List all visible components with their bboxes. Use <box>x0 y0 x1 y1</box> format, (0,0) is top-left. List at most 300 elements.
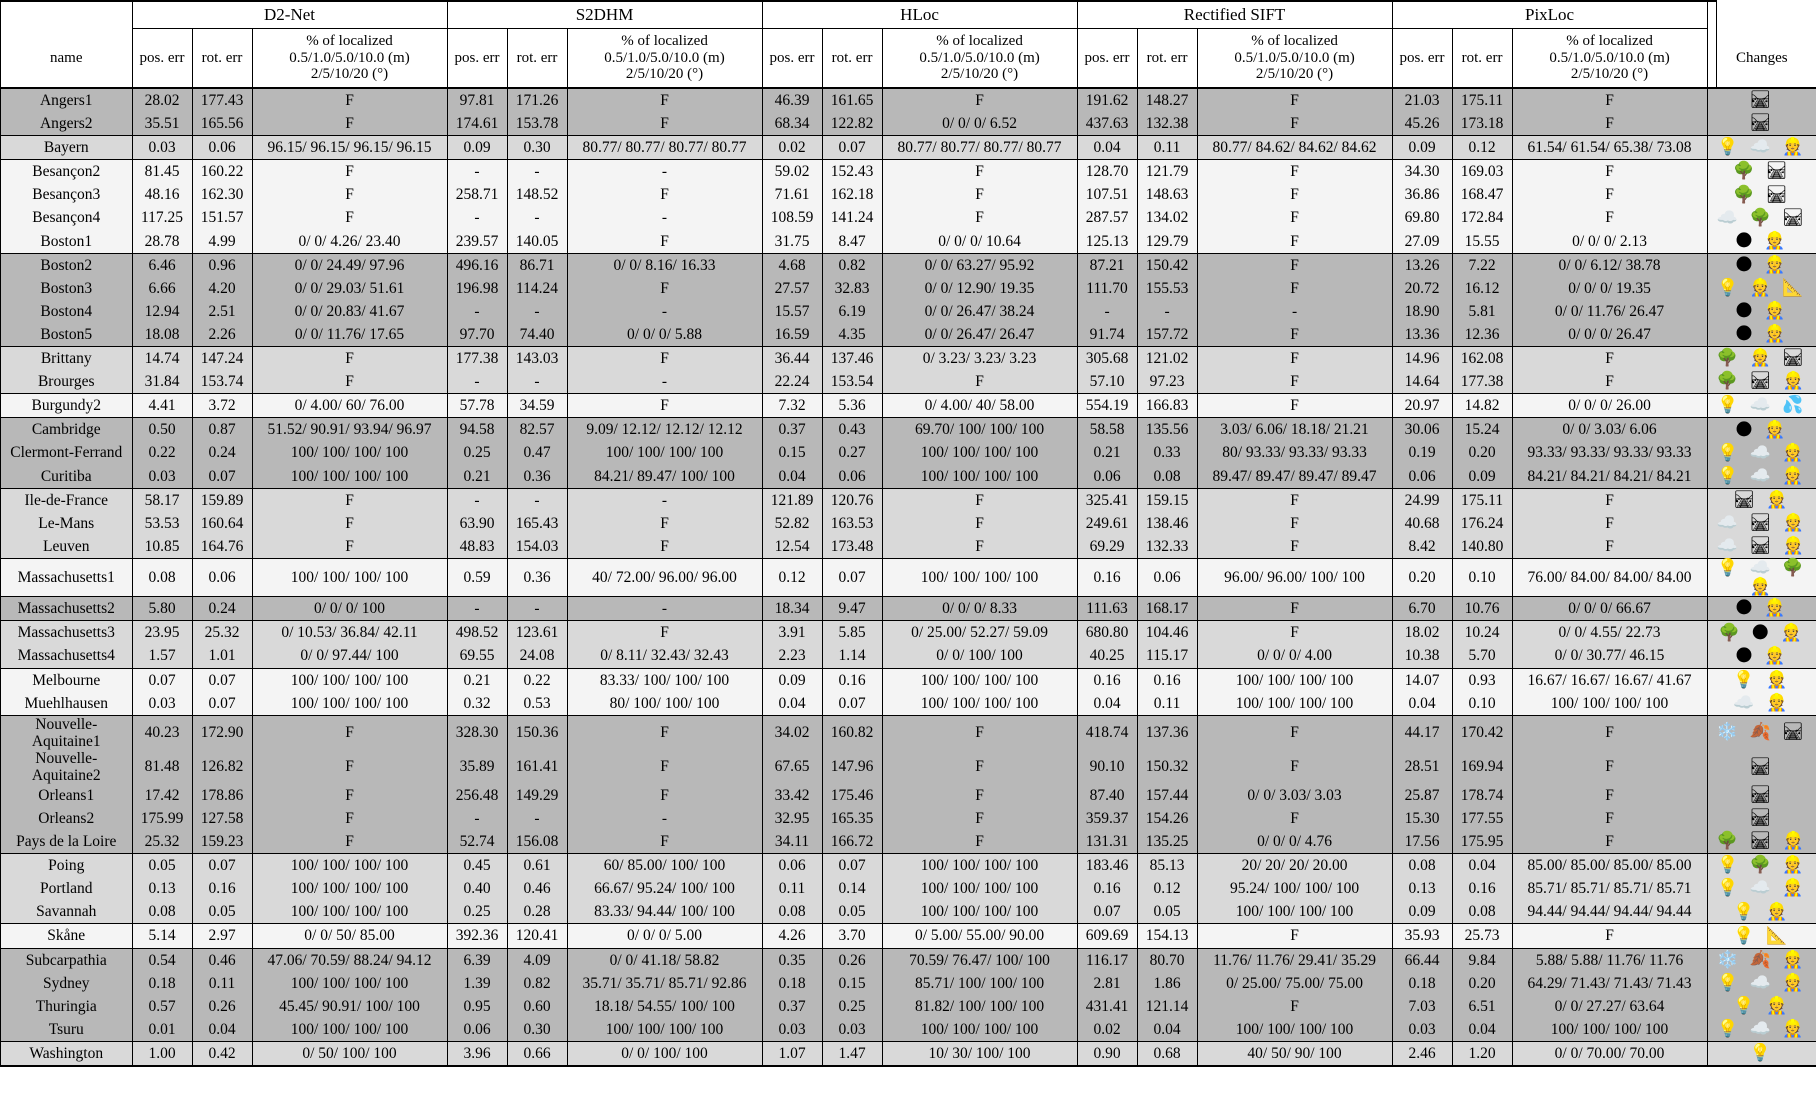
cell-changes: ❄️ 🍂 🛤 <box>1707 715 1816 750</box>
table-row <box>1 535 1816 559</box>
cell-changes: 🌑 👷 <box>1707 230 1816 254</box>
cell-s2-pct: F <box>567 230 762 254</box>
cell-changes: 💡 👷 <box>1707 900 1816 924</box>
cell-changes: ☁️ 🌳 🛤 <box>1707 206 1816 229</box>
cell-s2-rot: - <box>507 488 567 512</box>
cell-rs-pos: 0.07 <box>1077 900 1137 924</box>
cell-s2-rot: 154.03 <box>507 535 567 559</box>
cell-rs-pos: 87.21 <box>1077 253 1137 277</box>
cell-d2-rot: 3.72 <box>192 394 252 418</box>
cell-d2-pct: 96.15/ 96.15/ 96.15/ 96.15 <box>252 136 447 160</box>
cell-px-pos: 0.18 <box>1392 972 1452 995</box>
cell-px-pct: 94.44/ 94.44/ 94.44/ 94.44 <box>1512 900 1707 924</box>
cell-d2-rot: 126.82 <box>192 750 252 784</box>
cell-px-rot: 173.18 <box>1452 112 1512 136</box>
cell-d2-rot: 0.87 <box>192 418 252 442</box>
cell-hl-pos: 52.82 <box>762 512 822 535</box>
cell-s2-pos: 0.59 <box>447 558 507 596</box>
cell-d2-pos: 4.41 <box>132 394 192 418</box>
cell-s2-pct: F <box>567 621 762 645</box>
cell-s2-pct: 83.33/ 94.44/ 100/ 100 <box>567 900 762 924</box>
cell-hl-rot: 3.70 <box>822 924 882 948</box>
column-header-pixloc-pos-err: pos. err <box>1392 29 1452 89</box>
cell-d2-pct: 100/ 100/ 100/ 100 <box>252 465 447 489</box>
cell-px-pos: 0.08 <box>1392 854 1452 878</box>
cell-hl-pos: 27.57 <box>762 277 822 300</box>
cell-hl-pct: F <box>882 830 1077 854</box>
cell-s2-rot: 0.82 <box>507 972 567 995</box>
cell-rs-pos: 128.70 <box>1077 160 1137 184</box>
column-header-rsift-localized <box>1197 29 1392 89</box>
cell-changes: 💡 👷 📐 <box>1707 277 1816 300</box>
cell-rs-pct: F <box>1197 370 1392 394</box>
cell-hl-rot: 0.07 <box>822 558 882 596</box>
cell-rs-pct: 0/ 0/ 0/ 4.76 <box>1197 830 1392 854</box>
cell-hl-rot: 122.82 <box>822 112 882 136</box>
cell-hl-pos: 1.07 <box>762 1041 822 1066</box>
cell-rs-pos: 116.17 <box>1077 948 1137 972</box>
cell-s2-pos: - <box>447 206 507 229</box>
cell-s2-pct: 0/ 0/ 8.16/ 16.33 <box>567 253 762 277</box>
cell-px-rot: 5.81 <box>1452 300 1512 323</box>
cell-px-pct: F <box>1512 535 1707 559</box>
table-row <box>1 1018 1816 1042</box>
localized-line-2: 0.5/1.0/5.0/10.0 (m) <box>604 49 725 66</box>
cell-hl-rot: 0.06 <box>822 465 882 489</box>
cell-px-pct: 100/ 100/ 100/ 100 <box>1512 692 1707 716</box>
cell-hl-rot: 160.82 <box>822 715 882 750</box>
cell-d2-pct: 100/ 100/ 100/ 100 <box>252 441 447 464</box>
cell-hl-rot: 161.65 <box>822 88 882 112</box>
cell-s2-pos: - <box>447 160 507 184</box>
cell-s2-rot: 0.61 <box>507 854 567 878</box>
cell-rs-rot: 137.36 <box>1137 715 1197 750</box>
cell-d2-rot: 2.97 <box>192 924 252 948</box>
cell-hl-pct: 0/ 0/ 12.90/ 19.35 <box>882 277 1077 300</box>
cell-rs-pct: 11.76/ 11.76/ 29.41/ 35.29 <box>1197 948 1392 972</box>
cell-scene-name: Angers1 <box>1 88 132 112</box>
cell-hl-pos: 0.11 <box>762 877 822 900</box>
cell-rs-rot: 155.53 <box>1137 277 1197 300</box>
cell-s2-pos: 239.57 <box>447 230 507 254</box>
cell-px-pos: 35.93 <box>1392 924 1452 948</box>
cell-px-pos: 13.26 <box>1392 253 1452 277</box>
cell-px-pct: 0/ 0/ 0/ 2.13 <box>1512 230 1707 254</box>
cell-rs-rot: 115.17 <box>1137 644 1197 668</box>
cell-d2-pct: F <box>252 807 447 830</box>
cell-px-pos: 0.13 <box>1392 877 1452 900</box>
cell-hl-pct: 100/ 100/ 100/ 100 <box>882 1018 1077 1042</box>
localized-line-3: 2/5/10/20 (°) <box>310 66 389 83</box>
cell-px-pos: 36.86 <box>1392 183 1452 206</box>
cell-hl-pct: 81.82/ 100/ 100/ 100 <box>882 995 1077 1018</box>
cell-s2-rot: 149.29 <box>507 784 567 807</box>
cell-rs-pct: F <box>1197 807 1392 830</box>
group-header-d2net: D2-Net <box>132 2 447 29</box>
cell-rs-pct: F <box>1197 394 1392 418</box>
cell-rs-rot: 121.14 <box>1137 995 1197 1018</box>
cell-rs-pct: 40/ 50/ 90/ 100 <box>1197 1041 1392 1066</box>
cell-s2-pct: 100/ 100/ 100/ 100 <box>567 1018 762 1042</box>
cell-scene-name: Besançon4 <box>1 206 132 229</box>
cell-s2-pos: 69.55 <box>447 644 507 668</box>
cell-hl-pos: 15.57 <box>762 300 822 323</box>
cell-s2-pos: 258.71 <box>447 183 507 206</box>
cell-hl-pct: F <box>882 784 1077 807</box>
cell-d2-pos: 6.46 <box>132 253 192 277</box>
cell-d2-pct: 0/ 0/ 0/ 100 <box>252 597 447 621</box>
cell-rs-pct: F <box>1197 277 1392 300</box>
cell-px-pos: 30.06 <box>1392 418 1452 442</box>
cell-rs-pos: 90.10 <box>1077 750 1137 784</box>
cell-s2-pct: 0/ 0/ 100/ 100 <box>567 1041 762 1066</box>
cell-hl-pct: 0/ 3.23/ 3.23/ 3.23 <box>882 347 1077 371</box>
cell-px-pos: 0.03 <box>1392 1018 1452 1042</box>
cell-s2-rot: 150.36 <box>507 715 567 750</box>
table-row <box>1 512 1816 535</box>
table-row <box>1 183 1816 206</box>
table-header <box>1 2 1816 88</box>
cell-s2-rot: 24.08 <box>507 644 567 668</box>
cell-px-rot: 0.04 <box>1452 854 1512 878</box>
cell-rs-rot: 154.13 <box>1137 924 1197 948</box>
cell-d2-pos: 0.08 <box>132 900 192 924</box>
cell-changes: 💡 ☁️ 👷 <box>1707 465 1816 489</box>
cell-rs-pct: - <box>1197 300 1392 323</box>
cell-rs-rot: 135.25 <box>1137 830 1197 854</box>
cell-hl-rot: 32.83 <box>822 277 882 300</box>
table-row <box>1 948 1816 972</box>
cell-px-pct: F <box>1512 370 1707 394</box>
cell-hl-pct: 0/ 0/ 26.47/ 26.47 <box>882 323 1077 347</box>
cell-s2-rot: 0.66 <box>507 1041 567 1066</box>
cell-d2-pct: 51.52/ 90.91/ 93.94/ 96.97 <box>252 418 447 442</box>
group-header-hloc: HLoc <box>762 2 1077 29</box>
cell-px-pos: 6.70 <box>1392 597 1452 621</box>
cell-rs-pct: 100/ 100/ 100/ 100 <box>1197 668 1392 692</box>
cell-rs-rot: 97.23 <box>1137 370 1197 394</box>
cell-hl-pos: 0.37 <box>762 418 822 442</box>
cell-rs-rot: 121.02 <box>1137 347 1197 371</box>
cell-s2-rot: - <box>507 370 567 394</box>
cell-s2-pct: 9.09/ 12.12/ 12.12/ 12.12 <box>567 418 762 442</box>
cell-hl-rot: 6.19 <box>822 300 882 323</box>
cell-hl-pct: F <box>882 750 1077 784</box>
column-header-changes: Changes <box>1707 29 1816 89</box>
cell-px-rot: 0.20 <box>1452 972 1512 995</box>
cell-s2-pos: 0.95 <box>447 995 507 1018</box>
localized-line-3: 2/5/10/20 (°) <box>1255 66 1334 83</box>
cell-rs-pct: 95.24/ 100/ 100/ 100 <box>1197 877 1392 900</box>
cell-rs-rot: 0.06 <box>1137 558 1197 596</box>
cell-d2-rot: 177.43 <box>192 88 252 112</box>
cell-s2-pos: 0.32 <box>447 692 507 716</box>
cell-rs-pct: F <box>1197 621 1392 645</box>
cell-s2-rot: 0.30 <box>507 1018 567 1042</box>
table-row <box>1 854 1816 878</box>
cell-px-pos: 44.17 <box>1392 715 1452 750</box>
cell-s2-rot: 140.05 <box>507 230 567 254</box>
localized-line-3: 2/5/10/20 (°) <box>1570 66 1649 83</box>
cell-rs-rot: 150.32 <box>1137 750 1197 784</box>
cell-px-pos: 7.03 <box>1392 995 1452 1018</box>
cell-px-rot: 168.47 <box>1452 183 1512 206</box>
cell-s2-pct: 100/ 100/ 100/ 100 <box>567 441 762 464</box>
cell-rs-pos: 191.62 <box>1077 88 1137 112</box>
cell-rs-pos: 183.46 <box>1077 854 1137 878</box>
cell-d2-pct: F <box>252 347 447 371</box>
cell-d2-pct: F <box>252 112 447 136</box>
cell-d2-rot: 151.57 <box>192 206 252 229</box>
cell-hl-pct: 0/ 0/ 0/ 8.33 <box>882 597 1077 621</box>
benchmark-results-table <box>1 2 1816 1067</box>
column-header-row <box>1 29 1816 89</box>
cell-s2-rot: - <box>507 160 567 184</box>
cell-px-rot: 0.10 <box>1452 558 1512 596</box>
group-header-s2dhm: S2DHM <box>447 2 762 29</box>
table-row <box>1 900 1816 924</box>
table-row <box>1 300 1816 323</box>
cell-hl-rot: 1.47 <box>822 1041 882 1066</box>
cell-px-rot: 12.36 <box>1452 323 1512 347</box>
table-row <box>1 784 1816 807</box>
cell-s2-pct: 80.77/ 80.77/ 80.77/ 80.77 <box>567 136 762 160</box>
cell-px-pct: F <box>1512 830 1707 854</box>
table-row <box>1 830 1816 854</box>
cell-hl-rot: 0.05 <box>822 900 882 924</box>
cell-changes: 🌑 👷 <box>1707 644 1816 668</box>
cell-hl-pos: 31.75 <box>762 230 822 254</box>
cell-rs-pos: 418.74 <box>1077 715 1137 750</box>
cell-s2-pct: - <box>567 488 762 512</box>
cell-s2-pct: - <box>567 597 762 621</box>
cell-scene-name: Nouvelle-Aquitaine1 <box>1 715 132 750</box>
cell-s2-rot: 123.61 <box>507 621 567 645</box>
table-row <box>1 441 1816 464</box>
cell-hl-pos: 0.18 <box>762 972 822 995</box>
cell-d2-pos: 0.13 <box>132 877 192 900</box>
cell-rs-pos: 0.02 <box>1077 1018 1137 1042</box>
cell-s2-rot: - <box>507 807 567 830</box>
cell-rs-rot: 80.70 <box>1137 948 1197 972</box>
cell-px-pct: 0/ 0/ 3.03/ 6.06 <box>1512 418 1707 442</box>
table-row <box>1 394 1816 418</box>
cell-d2-rot: 0.05 <box>192 900 252 924</box>
method-group-header-row <box>1 2 1816 29</box>
cell-px-rot: 169.94 <box>1452 750 1512 784</box>
cell-px-rot: 10.76 <box>1452 597 1512 621</box>
cell-rs-pct: F <box>1197 112 1392 136</box>
cell-hl-rot: 147.96 <box>822 750 882 784</box>
cell-scene-name: Savannah <box>1 900 132 924</box>
cell-d2-rot: 147.24 <box>192 347 252 371</box>
cell-d2-pos: 1.57 <box>132 644 192 668</box>
cell-hl-pos: 68.34 <box>762 112 822 136</box>
cell-hl-pos: 71.61 <box>762 183 822 206</box>
cell-s2-pos: 0.06 <box>447 1018 507 1042</box>
cell-s2-pct: - <box>567 300 762 323</box>
cell-rs-rot: 0.12 <box>1137 877 1197 900</box>
cell-scene-name: Angers2 <box>1 112 132 136</box>
cell-d2-pos: 0.18 <box>132 972 192 995</box>
cell-scene-name: Massachusetts2 <box>1 597 132 621</box>
cell-changes: 🛤 👷 <box>1707 488 1816 512</box>
cell-hl-pos: 0.04 <box>762 692 822 716</box>
cell-rs-rot: 121.79 <box>1137 160 1197 184</box>
cell-px-pos: 14.96 <box>1392 347 1452 371</box>
cell-scene-name: Boston1 <box>1 230 132 254</box>
cell-changes: 🛤 <box>1707 750 1816 784</box>
cell-hl-pct: 0/ 5.00/ 55.00/ 90.00 <box>882 924 1077 948</box>
cell-changes: ☁️ 🛤 👷 <box>1707 512 1816 535</box>
cell-d2-pct: 100/ 100/ 100/ 100 <box>252 900 447 924</box>
cell-d2-pos: 0.08 <box>132 558 192 596</box>
table-row <box>1 924 1816 948</box>
cell-d2-pos: 0.01 <box>132 1018 192 1042</box>
cell-hl-rot: 0.07 <box>822 692 882 716</box>
cell-hl-rot: 0.26 <box>822 948 882 972</box>
cell-hl-pct: 10/ 30/ 100/ 100 <box>882 1041 1077 1066</box>
cell-px-rot: 6.51 <box>1452 995 1512 1018</box>
cell-rs-pct: 89.47/ 89.47/ 89.47/ 89.47 <box>1197 465 1392 489</box>
cell-rs-pos: 437.63 <box>1077 112 1137 136</box>
cell-s2-pct: 18.18/ 54.55/ 100/ 100 <box>567 995 762 1018</box>
cell-rs-pos: 91.74 <box>1077 323 1137 347</box>
cell-rs-pct: F <box>1197 206 1392 229</box>
cell-px-pos: 34.30 <box>1392 160 1452 184</box>
cell-rs-rot: 0.08 <box>1137 465 1197 489</box>
cell-px-pct: 0/ 0/ 4.55/ 22.73 <box>1512 621 1707 645</box>
cell-d2-pct: F <box>252 206 447 229</box>
column-header-rsift-pos-err: pos. err <box>1077 29 1137 89</box>
cell-px-pos: 20.97 <box>1392 394 1452 418</box>
cell-hl-pos: 0.35 <box>762 948 822 972</box>
cell-scene-name: Massachusetts1 <box>1 558 132 596</box>
cell-px-pct: F <box>1512 488 1707 512</box>
cell-s2-pct: 40/ 72.00/ 96.00/ 96.00 <box>567 558 762 596</box>
cell-changes: 💡 ☁️ 👷 <box>1707 441 1816 464</box>
cell-d2-pos: 0.57 <box>132 995 192 1018</box>
cell-d2-pct: 0/ 10.53/ 36.84/ 42.11 <box>252 621 447 645</box>
cell-rs-rot: 0.04 <box>1137 1018 1197 1042</box>
cell-hl-pct: 100/ 100/ 100/ 100 <box>882 668 1077 692</box>
cell-px-pos: 40.68 <box>1392 512 1452 535</box>
table-row <box>1 136 1816 160</box>
cell-changes: 🛤 <box>1707 112 1816 136</box>
cell-changes: 🌑 👷 <box>1707 597 1816 621</box>
cell-px-rot: 7.22 <box>1452 253 1512 277</box>
cell-hl-pos: 2.23 <box>762 644 822 668</box>
table-row <box>1 418 1816 442</box>
cell-px-pct: 0/ 0/ 11.76/ 26.47 <box>1512 300 1707 323</box>
cell-s2-pos: - <box>447 807 507 830</box>
cell-scene-name: Boston3 <box>1 277 132 300</box>
cell-hl-rot: 120.76 <box>822 488 882 512</box>
cell-s2-rot: 0.22 <box>507 668 567 692</box>
cell-d2-pos: 28.02 <box>132 88 192 112</box>
cell-px-pct: 64.29/ 71.43/ 71.43/ 71.43 <box>1512 972 1707 995</box>
cell-rs-rot: 129.79 <box>1137 230 1197 254</box>
cell-d2-pct: 100/ 100/ 100/ 100 <box>252 972 447 995</box>
cell-s2-pct: 0/ 0/ 0/ 5.88 <box>567 323 762 347</box>
cell-s2-rot: 114.24 <box>507 277 567 300</box>
localized-line-3: 2/5/10/20 (°) <box>940 66 1019 83</box>
cell-px-pct: 85.71/ 85.71/ 85.71/ 85.71 <box>1512 877 1707 900</box>
table-row <box>1 230 1816 254</box>
cell-rs-pos: 111.70 <box>1077 277 1137 300</box>
cell-d2-pct: F <box>252 488 447 512</box>
cell-s2-pct: F <box>567 183 762 206</box>
column-header-pixloc-rot-err: rot. err <box>1452 29 1512 89</box>
table-row <box>1 972 1816 995</box>
cell-rs-pos: 609.69 <box>1077 924 1137 948</box>
cell-d2-rot: 165.56 <box>192 112 252 136</box>
cell-s2-pos: - <box>447 300 507 323</box>
cell-d2-pos: 0.03 <box>132 136 192 160</box>
cell-d2-pos: 23.95 <box>132 621 192 645</box>
cell-px-pct: 0/ 0/ 6.12/ 38.78 <box>1512 253 1707 277</box>
cell-rs-pos: 431.41 <box>1077 995 1137 1018</box>
cell-s2-rot: 153.78 <box>507 112 567 136</box>
cell-s2-pos: 177.38 <box>447 347 507 371</box>
cell-hl-pct: 100/ 100/ 100/ 100 <box>882 692 1077 716</box>
cell-px-pct: 84.21/ 84.21/ 84.21/ 84.21 <box>1512 465 1707 489</box>
cell-d2-rot: 2.26 <box>192 323 252 347</box>
cell-d2-rot: 1.01 <box>192 644 252 668</box>
cell-hl-pct: 0/ 0/ 100/ 100 <box>882 644 1077 668</box>
cell-hl-pct: 69.70/ 100/ 100/ 100 <box>882 418 1077 442</box>
cell-rs-pos: 69.29 <box>1077 535 1137 559</box>
cell-rs-rot: 134.02 <box>1137 206 1197 229</box>
cell-rs-pos: 249.61 <box>1077 512 1137 535</box>
cell-changes: 🌑 👷 <box>1707 323 1816 347</box>
table-row <box>1 206 1816 229</box>
cell-s2-rot: 74.40 <box>507 323 567 347</box>
cell-changes: 🛤 <box>1707 88 1816 112</box>
cell-px-pos: 2.46 <box>1392 1041 1452 1066</box>
cell-rs-rot: 138.46 <box>1137 512 1197 535</box>
cell-hl-rot: 0.82 <box>822 253 882 277</box>
cell-s2-pos: 0.21 <box>447 465 507 489</box>
cell-px-pct: 0/ 0/ 0/ 26.47 <box>1512 323 1707 347</box>
cell-hl-rot: 0.15 <box>822 972 882 995</box>
cell-s2-rot: 0.53 <box>507 692 567 716</box>
cell-hl-pct: F <box>882 88 1077 112</box>
cell-hl-pos: 32.95 <box>762 807 822 830</box>
cell-rs-pct: F <box>1197 535 1392 559</box>
table-row <box>1 323 1816 347</box>
cell-d2-pct: 45.45/ 90.91/ 100/ 100 <box>252 995 447 1018</box>
localized-line-1: % of localized <box>306 33 393 50</box>
cell-px-rot: 175.95 <box>1452 830 1512 854</box>
cell-rs-rot: 150.42 <box>1137 253 1197 277</box>
cell-s2-rot: 0.60 <box>507 995 567 1018</box>
cell-rs-rot: 148.63 <box>1137 183 1197 206</box>
cell-px-pct: F <box>1512 512 1707 535</box>
table-row <box>1 160 1816 184</box>
cell-rs-pos: 111.63 <box>1077 597 1137 621</box>
cell-scene-name: Washington <box>1 1041 132 1066</box>
cell-hl-pos: 0.37 <box>762 995 822 1018</box>
cell-rs-pos: 554.19 <box>1077 394 1137 418</box>
cell-d2-pos: 35.51 <box>132 112 192 136</box>
cell-d2-pos: 14.74 <box>132 347 192 371</box>
cell-hl-rot: 162.18 <box>822 183 882 206</box>
cell-s2-pos: 94.58 <box>447 418 507 442</box>
cell-scene-name: Boston4 <box>1 300 132 323</box>
cell-hl-pos: 18.34 <box>762 597 822 621</box>
cell-changes: 💡 <box>1707 1041 1816 1066</box>
